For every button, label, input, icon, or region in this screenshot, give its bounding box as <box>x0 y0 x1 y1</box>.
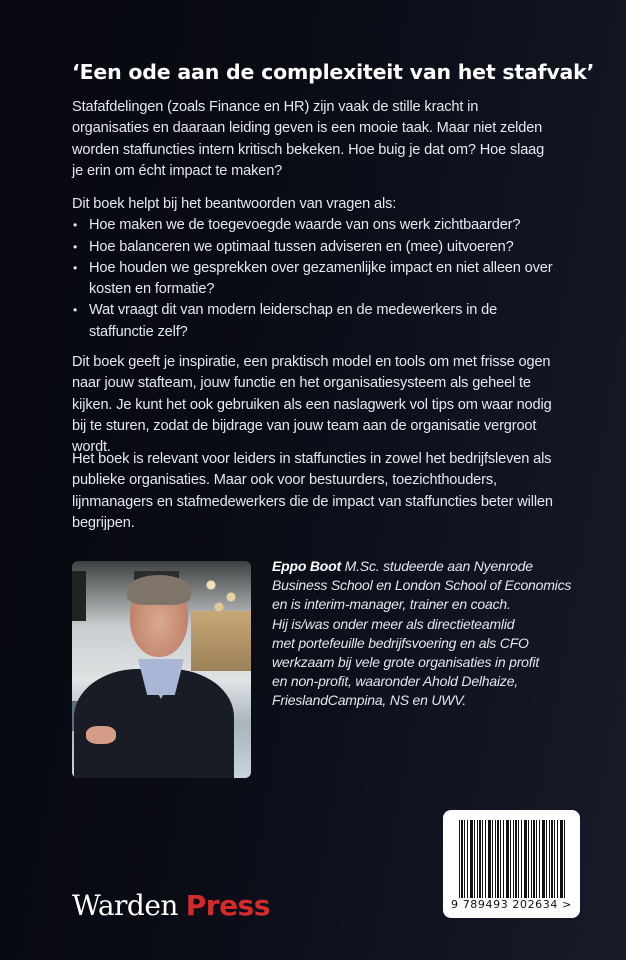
question-item: • Hoe houden we gesprekken over gezamenlijke impact en niet alleen over kosten en formatie? <box>72 258 558 301</box>
author-bio-line: met portefeuille bedrijfsvoering en als CFO <box>272 634 529 651</box>
photo-hand <box>86 726 116 744</box>
publisher-name-warden: Warden <box>72 889 178 922</box>
author-bio-line: en is interim-manager, trainer en coach. <box>272 596 511 613</box>
questions-intro: Dit boek helpt bij het beantwoorden van vragen als: <box>72 196 397 212</box>
inspiration-paragraph: Dit boek geeft je inspiratie, een praktisch model en tools om met frisse ogen naar jouw stafteam, jouw functie en het organisatiesysteem als geheel te kijken. Je kunt het ook gebruiken als een naslagwerk vol tips om waar nodig bij te sturen, zodat de bijdrage van jouw team aan de organisatie vergroot wordt. <box>72 354 552 456</box>
author-bio-line: FrieslandCampina, NS en UWV. <box>272 692 467 709</box>
photo-bg-wall <box>191 611 251 671</box>
isbn-digits: 9 789493 202634 > <box>451 898 577 911</box>
isbn-barcode <box>443 810 580 918</box>
questions-block <box>72 194 558 343</box>
question-item: • Hoe maken we de toegevoegde waarde van ons werk zichtbaarder? <box>72 215 558 236</box>
barcode-bars-icon <box>459 820 567 900</box>
audience-paragraph: Het boek is relevant voor leiders in staffuncties in zowel het bedrijfsleven als publieke organisaties. Maar ook voor bestuurders, toezichthouders, lijnmanagers en stafmedewerkers die de impact van staffuncties beter willen begrijpen. <box>72 451 553 531</box>
questions-list <box>72 215 558 343</box>
cover-title: ‘Een ode aan de complexiteit van het stafvak’ <box>72 60 595 84</box>
photo-bg-window <box>72 571 86 621</box>
author-bio-line: werkzaam bij vele grote organisaties in profit <box>272 654 540 671</box>
photo-hair <box>127 575 191 605</box>
question-item: • Wat vraagt dit van modern leiderschap en de medewerkers in de staffunctie zelf? <box>72 300 558 343</box>
author-bio <box>272 557 572 711</box>
author-photo <box>72 561 251 778</box>
publisher-logo <box>72 888 270 924</box>
intro-paragraph: Stafafdelingen (zoals Finance en HR) zijn vaak de stille kracht in organisaties en daaraan leiding geven is een mooie taak. Maar niet zelden worden staffuncties intern kritisch bekeken. Hoe buig je dat om? Hoe slaag je erin om écht impact te maken? <box>72 99 545 179</box>
author-bio-line-1 <box>272 557 572 576</box>
publisher-name-press: Press <box>185 889 270 922</box>
author-name: Eppo Boot <box>272 558 341 574</box>
question-item: • Hoe balanceren we optimaal tussen adviseren en (mee) uitvoeren? <box>72 237 558 258</box>
author-bio-line: Hij is/was onder meer als directieteamlid <box>272 615 515 632</box>
photo-bg-lights <box>203 573 243 613</box>
author-bio-line: en non-profit, waaronder Ahold Delhaize, <box>272 673 518 690</box>
author-bio-text: M.Sc. studeerde aan Nyenrode <box>340 558 533 574</box>
author-bio-line: Business School en London School of Economics <box>272 577 572 594</box>
